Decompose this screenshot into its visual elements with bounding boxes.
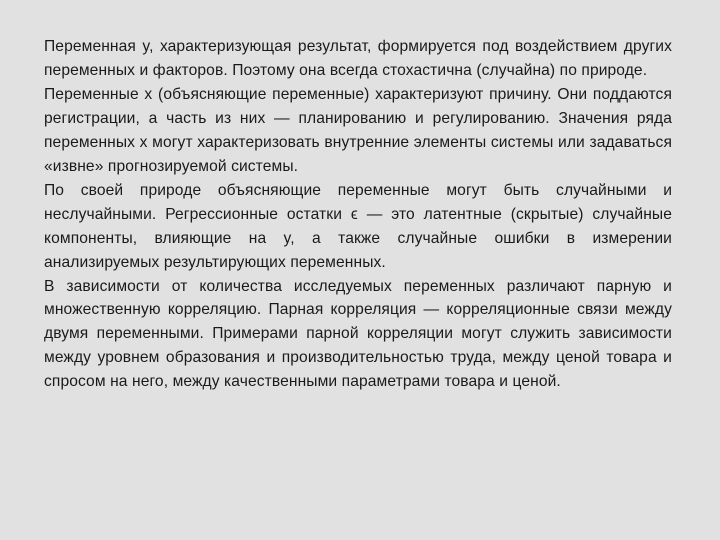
paragraph-explanatory-variables: Переменные x (объясняющие переменные) характеризуют причину. Они поддаются регистрации, а часть из них — планированию и регулированию. Значения ряда переменных x могут характеризовать внутренние элементы системы или задаваться «извне» прогнозируемой системы. <box>44 85 672 175</box>
text-block <box>44 35 672 394</box>
paragraph-regression-residuals: По своей природе объясняющие переменные могут быть случайными и неслучайными. Регрессионные остатки ϵ — это латентные (скрытые) случайные компоненты, влияющие на y, а также случайные ошибки в измерении анализируемых результирующих переменных. <box>44 181 672 271</box>
paragraph-dependent-variable: Переменная y, характеризующая результат, формируется под воздействием других переменных и факторов. Поэтому она всегда стохастична (случайна) по природе. <box>44 38 672 79</box>
paragraph-correlation-types: В зависимости от количества исследуемых переменных различают парную и множественную корреляцию. Парная корреляция — корреляционные связи между двумя переменными. Примерами парной корреляции могут служить зависимости между уровнем образования и производительностью труда, между ценой товара и спросом на него, между качественными параметрами товара и ценой. <box>44 277 672 391</box>
